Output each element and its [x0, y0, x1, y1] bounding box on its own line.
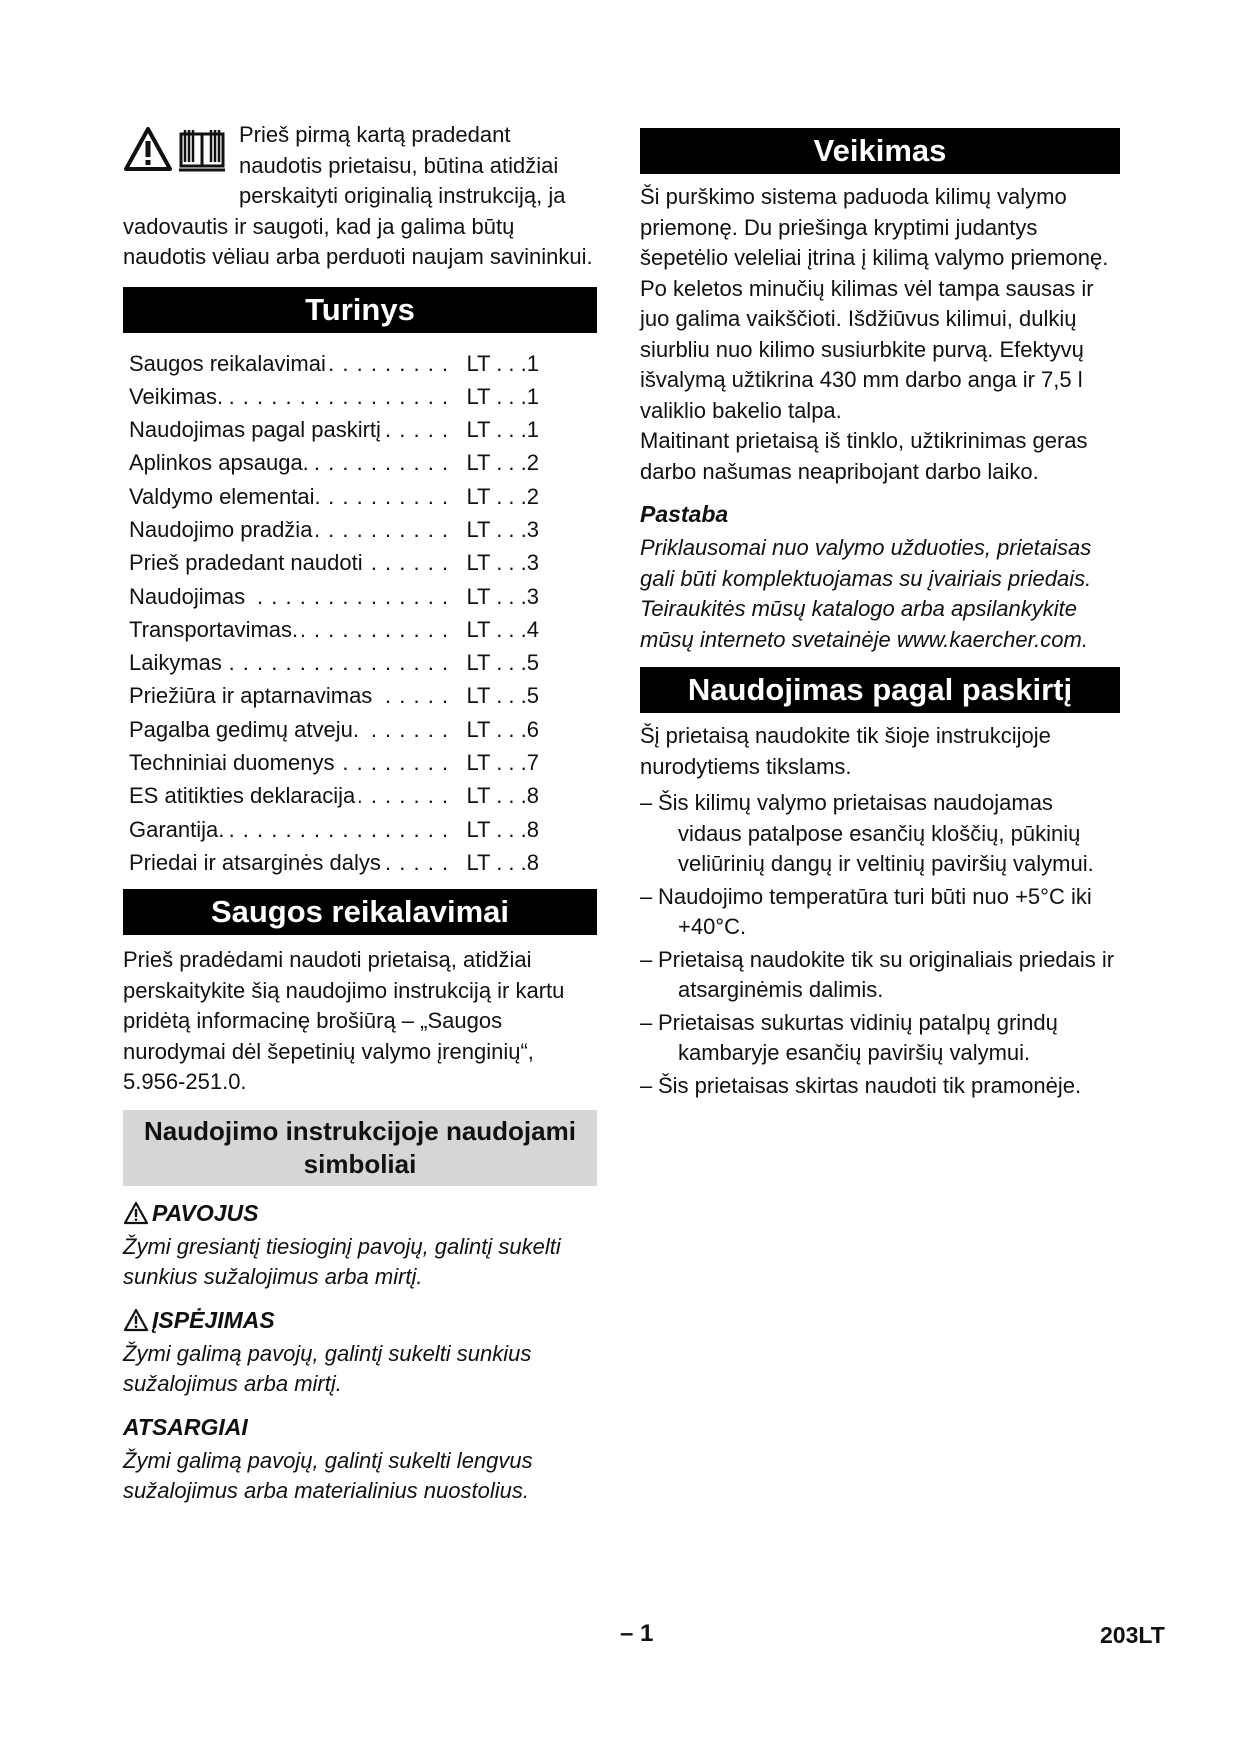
- toc-page: LT . . .7: [458, 746, 539, 779]
- danger-text: Žymi gresiantį tiesioginį pavojų, galintį sukelti sunkius sužalojimus arba mirtį.: [123, 1233, 561, 1290]
- dash-marker: –: [640, 790, 653, 815]
- toc-page: LT . . .5: [458, 679, 539, 712]
- note-text: Priklausomai nuo valymo užduoties, prietaisas gali būti komplektuojamas su įvairiais priedais. Teiraukitės mūsų katalogo arba apsilankykite mūsų interneto svetainėje www.kaercher.com.: [640, 535, 1092, 652]
- list-item-text: Naudojimo temperatūra turi būti nuo +5°C iki +40°C.: [658, 883, 1092, 939]
- toc-title: Valdymo elementai.: [129, 484, 325, 509]
- warning-text: Žymi galimą pavojų, galintį sukelti sunkius sužalojimus arba mirtį.: [123, 1340, 532, 1397]
- toc-row[interactable]: [129, 513, 539, 546]
- toc-page: LT . . .8: [458, 779, 539, 812]
- operation-heading: Veikimas: [640, 128, 1120, 174]
- caution-text: Žymi galimą pavojų, galintį sukelti lengvus sužalojimus arba materialinius nuostolius.: [123, 1447, 533, 1504]
- note-heading: Pastaba: [640, 501, 729, 527]
- toc-page: LT . . .3: [458, 580, 539, 613]
- toc-row[interactable]: [129, 580, 539, 613]
- toc-row[interactable]: [129, 446, 539, 479]
- left-column: [123, 120, 597, 1507]
- toc-title: Naudojimas: [129, 584, 249, 609]
- toc-title: Priežiūra ir aptarnavimas: [129, 683, 376, 708]
- toc-page: LT . . .2: [458, 446, 539, 479]
- safety-text: Prieš pradėdami naudoti prietaisą, atidžiai perskaitykite šią naudojimo instrukciją ir kartu pridėtą informacinę brošiūrą – „Saugos nurodymai dėl šepetinių valymo įrenginių“, 5.956-251.0.: [123, 947, 565, 1095]
- toc-page: LT . . .4: [458, 613, 539, 646]
- intro-notice: [123, 120, 597, 273]
- toc-row[interactable]: [129, 779, 539, 812]
- intended-use-heading: Naudojimas pagal paskirtį: [640, 667, 1120, 713]
- toc-title: Pagalba gedimų atveju.: [129, 717, 363, 742]
- list-item-text: Šis kilimų valymo prietaisas naudojamas vidaus patalpose esančių kloščių, pūkinių veliūrinių dangų ir veltinių paviršių valymui.: [658, 790, 1094, 876]
- toc-page: LT . . .1: [458, 347, 539, 380]
- toc-title: Garantija.: [129, 817, 228, 842]
- toc-row[interactable]: [129, 480, 539, 513]
- warning-triangle-icon: [123, 1201, 149, 1225]
- contents-heading: Turinys: [123, 287, 597, 333]
- dash-marker: –: [640, 1009, 653, 1035]
- list-item: [640, 882, 1120, 943]
- toc-title: Priedai ir atsarginės dalys: [129, 850, 385, 875]
- open-book-icon: [177, 126, 227, 172]
- danger-label: PAVOJUS: [152, 1199, 259, 1226]
- toc-title: Saugos reikalavimai: [129, 351, 330, 376]
- right-column: [640, 120, 1120, 1103]
- toc-page: LT . . .3: [458, 546, 539, 579]
- toc-row[interactable]: [129, 846, 539, 879]
- toc-page: LT . . .6: [458, 713, 539, 746]
- list-item: [640, 1008, 1120, 1069]
- dash-marker: –: [640, 1072, 653, 1098]
- intended-use-list: [640, 788, 1120, 1101]
- toc-row[interactable]: [129, 713, 539, 746]
- list-item-text: Prietaisas sukurtas vidinių patalpų grindų kambaryje esančių paviršių valymui.: [658, 1009, 1058, 1065]
- toc-title: Prieš pradedant naudoti: [129, 550, 367, 575]
- caution-label: ATSARGIAI: [123, 1413, 248, 1440]
- table-of-contents: [129, 347, 539, 880]
- dash-marker: –: [640, 883, 653, 909]
- page-code: 203LT: [1100, 1622, 1165, 1648]
- toc-title: Naudojimo pradžia: [129, 517, 316, 542]
- warning-heading: [123, 1305, 597, 1335]
- list-item-text: Prietaisą naudokite tik su originaliais priedais ir atsarginėmis dalimis.: [658, 946, 1115, 1002]
- toc-title: Naudojimas pagal paskirtį: [129, 417, 385, 442]
- toc-row[interactable]: [129, 679, 539, 712]
- warning-triangle-icon: [123, 1308, 149, 1332]
- toc-row[interactable]: [129, 613, 539, 646]
- dash-marker: –: [640, 946, 653, 972]
- symbols-heading: Naudojimo instrukcijoje naudojami simboliai: [123, 1110, 597, 1186]
- toc-page: LT . . .8: [458, 846, 539, 879]
- toc-row[interactable]: [129, 413, 539, 446]
- toc-row[interactable]: [129, 380, 539, 413]
- toc-page: LT . . .5: [458, 646, 539, 679]
- toc-title: ES atitikties deklaracija: [129, 783, 359, 808]
- operation-para-1: Ši purškimo sistema paduoda kilimų valymo priemonę. Du priešinga kryptimi judantys šepetėlio veleliai įtrina į kilimą valymo priemonę. Po keletos minučių kilimas vėl tampa sausas ir juo galima vaikščioti. Išdžiūvus kilimui, dulkių siurbliu nuo kilimo susiurbkite purvą. Efektyvų išvalymą užtikrina 430 mm darbo anga ir 7,5 l valiklio bakelio talpa.: [640, 184, 1109, 423]
- list-item: [640, 1071, 1120, 1102]
- toc-row[interactable]: [129, 746, 539, 779]
- intro-icons: [123, 126, 229, 182]
- toc-title: Aplinkos apsauga.: [129, 450, 313, 475]
- toc-page: LT . . .8: [458, 813, 539, 846]
- toc-page: LT . . .3: [458, 513, 539, 546]
- toc-page: LT . . .2: [458, 480, 539, 513]
- toc-row[interactable]: [129, 813, 539, 846]
- toc-row[interactable]: [129, 347, 539, 380]
- list-item: [640, 788, 1120, 880]
- toc-row[interactable]: [129, 646, 539, 679]
- toc-title: Veikimas.: [129, 384, 227, 409]
- danger-heading: [123, 1198, 597, 1228]
- toc-title: Laikymas: [129, 650, 226, 675]
- page-number: – 1: [620, 1620, 654, 1647]
- warning-label: ĮSPĖJIMAS: [152, 1306, 275, 1333]
- list-item: [640, 945, 1120, 1006]
- warning-triangle-icon: [123, 126, 173, 172]
- toc-title: Techniniai duomenys: [129, 750, 338, 775]
- list-item-text: Šis prietaisas skirtas naudoti tik pramonėje.: [658, 1072, 1082, 1098]
- toc-page: LT . . .1: [458, 413, 539, 446]
- operation-para-2: Maitinant prietaisą iš tinklo, užtikrinimas geras darbo našumas neapribojant darbo laiko.: [640, 428, 1088, 484]
- intro-text: Prieš pirmą kartą pradedant naudotis prietaisu, būtina atidžiai perskaityti originalią instrukciją, ja vadovautis ir saugoti, kad ja galima būtų naudotis vėliau arba perduoti naujam savininkui.: [123, 122, 593, 269]
- toc-page: LT . . .1: [458, 380, 539, 413]
- caution-heading: [123, 1412, 597, 1442]
- safety-heading: Saugos reikalavimai: [123, 889, 597, 935]
- intended-use-intro: Šį prietaisą naudokite tik šioje instrukcijoje nurodytiems tikslams.: [640, 723, 1051, 779]
- toc-title: Transportavimas.: [129, 617, 302, 642]
- toc-row[interactable]: [129, 546, 539, 579]
